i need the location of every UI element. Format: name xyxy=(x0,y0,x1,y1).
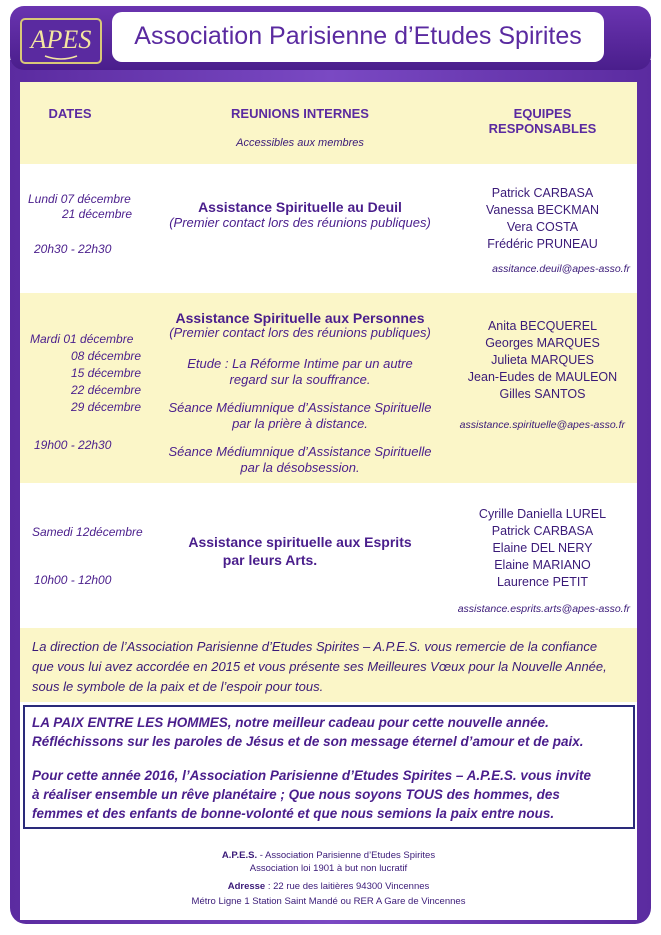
team-member: Cyrille Daniella LUREL xyxy=(478,507,607,521)
row2-item-etude: Etude : La Réforme Intime par un autre regard sur la souffrance. xyxy=(187,356,413,387)
team-member: Vera COSTA xyxy=(506,220,579,234)
date-item: 22 décembre xyxy=(71,383,142,397)
team-member: Frédéric PRUNEAU xyxy=(487,237,598,251)
header-reunions: REUNIONS INTERNES xyxy=(231,106,369,121)
row2-date-1: Mardi 01 décembre xyxy=(30,332,134,346)
thanks-text: La direction de l’Association Parisienne d’Etudes Spirites – A.P.E.S. vous remercie de la confiance que vous lui avez accordée en 2015 et vous présente ses Meilleures Vœux pour la Nouvelle Année, sous le symbole de la paix et de l’espoir pour tous. xyxy=(32,639,607,694)
header-responsables: RESPONSABLES xyxy=(488,121,597,136)
row3-title-1: Assistance spirituelle aux Esprits xyxy=(188,534,412,550)
date-item: 08 décembre xyxy=(71,349,142,363)
team-member: Vanessa BECKMAN xyxy=(485,203,599,217)
peace-message-p1: LA PAIX ENTRE LES HOMMES, notre meilleur cadeau pour cette nouvelle année. Réfléchissons sur les paroles de Jésus et de son message éternel d’amour et de paix. xyxy=(32,715,584,749)
logo-text: APES xyxy=(30,25,92,54)
row2-subtitle: (Premier contact lors des réunions publiques) xyxy=(169,325,431,340)
row1-date-1: Lundi 07 décembre xyxy=(28,192,131,206)
row1-title: Assistance Spirituelle au Deuil xyxy=(198,199,402,215)
row3-names xyxy=(460,506,625,591)
row2-item-desobsession: Séance Médiumnique d’Assistance Spirituelle par la désobsession. xyxy=(168,444,432,475)
footer: A.P.E.S. - Association Parisienne d’Etudes Spirites Association loi 1901 à but non lucratif Adresse : 22 rue des laitières 94300 Vincennes Métro Ligne 1 Station Saint Mandé ou RER A Gare de Vincennes xyxy=(191,850,466,907)
row2-item-priere: Séance Médiumnique d’Assistance Spirituelle par la prière à distance. xyxy=(168,400,432,431)
row1-names xyxy=(460,185,625,253)
team-member: Elaine MARIANO xyxy=(494,558,591,572)
team-member: Patrick CARBASA xyxy=(491,186,594,200)
team-member: Jean-Eudes de MAULEON xyxy=(467,370,618,384)
row2-names xyxy=(460,318,625,403)
row1-date-2: 21 décembre xyxy=(62,207,133,221)
team-member: Patrick CARBASA xyxy=(491,524,594,538)
team-member: Gilles SANTOS xyxy=(499,387,586,401)
team-member: Anita BECQUEREL xyxy=(487,319,598,333)
page-title: Association Parisienne d’Etudes Spirites xyxy=(134,22,582,50)
peace-message-p2: Pour cette année 2016, l’Association Parisienne d’Etudes Spirites – A.P.E.S. vous invite à réaliser ensemble un rêve planétaire ; Que nous soyons TOUS des hommes, des femmes et des enfants de bonne-volonté et que nous semions la paix entre nous. xyxy=(32,768,591,821)
header-equipes: EQUIPES xyxy=(513,106,572,121)
date-item: 29 décembre xyxy=(71,400,142,414)
row1-email[interactable]: assitance.deuil@apes-asso.fr xyxy=(492,263,630,275)
row2-dates-more xyxy=(71,348,141,416)
date-item: 15 décembre xyxy=(71,366,142,380)
team-member: Julieta MARQUES xyxy=(491,353,594,367)
row3-date: Samedi 12décembre xyxy=(32,525,143,539)
header-dates: DATES xyxy=(48,106,92,121)
row3-email[interactable]: assistance.esprits.arts@apes-asso.fr xyxy=(457,603,630,615)
row3-title-2: par leurs Arts. xyxy=(222,552,318,568)
team-member: Laurence PETIT xyxy=(496,575,588,589)
row2-time: 19h00 - 22h30 xyxy=(34,438,112,452)
row2-email[interactable]: assistance.spirituelle@apes-asso.fr xyxy=(459,419,625,431)
row3-time: 10h00 - 12h00 xyxy=(34,573,112,587)
row2-title: Assistance Spirituelle aux Personnes xyxy=(175,310,425,326)
row1-time: 20h30 - 22h30 xyxy=(34,242,112,256)
team-member: Elaine DEL NERY xyxy=(492,541,593,555)
row1-subtitle: (Premier contact lors des réunions publiques) xyxy=(169,215,431,230)
header-reunions-sub: Accessibles aux membres xyxy=(236,137,364,149)
team-member: Georges MARQUES xyxy=(485,336,600,350)
apes-logo xyxy=(20,18,102,64)
